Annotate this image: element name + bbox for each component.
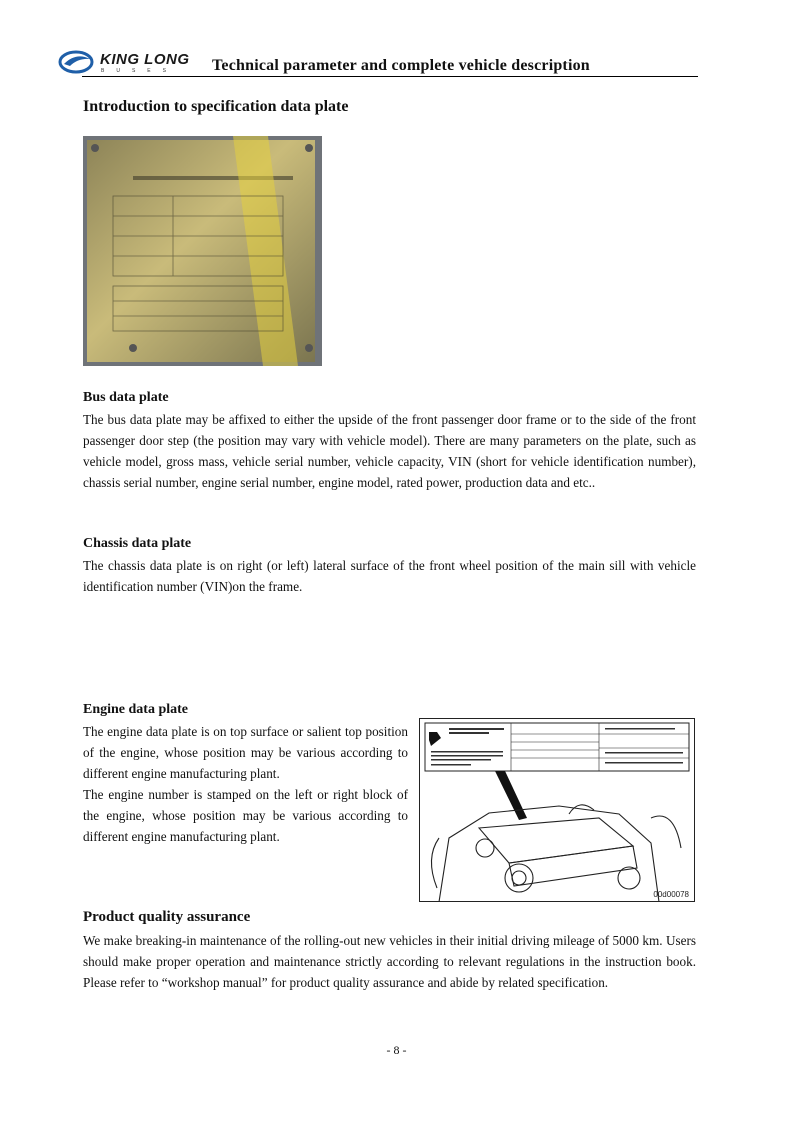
chassis-data-plate-heading: Chassis data plate [83, 536, 192, 551]
chassis-data-plate-text: The chassis data plate is on right (or left) lateral surface of the front wheel position of the main sill with vehicle identification number (VIN)on the frame. [83, 558, 696, 594]
section-title: Introduction to specification data plate [83, 98, 349, 115]
king-long-logo-icon [58, 50, 98, 74]
engine-text-2: The engine number is stamped on the left or right block of the engine, whose position may be various according to different engine manufacturing plant. [83, 787, 408, 844]
engine-data-plate-heading: Engine data plate [83, 702, 189, 717]
logo-subtext: BUSES [101, 68, 178, 74]
header-rule [82, 76, 698, 77]
header-title: Technical parameter and complete vehicle description [212, 57, 590, 74]
page-number: - 8 - [386, 1043, 407, 1057]
quality-assurance-heading: Product quality assurance [83, 909, 251, 925]
engine-figure-code: 00d00078 [653, 890, 689, 899]
logo-text: KING LONG [100, 51, 190, 68]
engine-data-plate-text [83, 721, 408, 847]
engine-data-plate-figure [419, 718, 695, 902]
quality-assurance-text: We make breaking-in maintenance of the rolling-out new vehicles in their initial driving mileage of 5000 km. Users should make proper operation and maintenance strictly according to relevant regulations in the instruction book. Please refer to “workshop manual” for product quality assurance and abide by related specification. [83, 933, 696, 990]
engine-text-1: The engine data plate is on top surface or salient top position of the engine, whose position may be various according to different engine manufacturing plant. [83, 724, 408, 781]
bus-data-plate-photo [83, 136, 322, 366]
bus-data-plate-text: The bus data plate may be affixed to either the upside of the front passenger door frame or to the side of the front passenger door step (the position may vary with vehicle model). There are many parameters on the plate, such as vehicle model, gross mass, vehicle serial number, vehicle capacity, VIN (short for vehicle identification number), chassis serial number, engine serial number, engine model, rated power, production data and etc.. [83, 412, 696, 490]
bus-data-plate-heading: Bus data plate [83, 390, 169, 405]
